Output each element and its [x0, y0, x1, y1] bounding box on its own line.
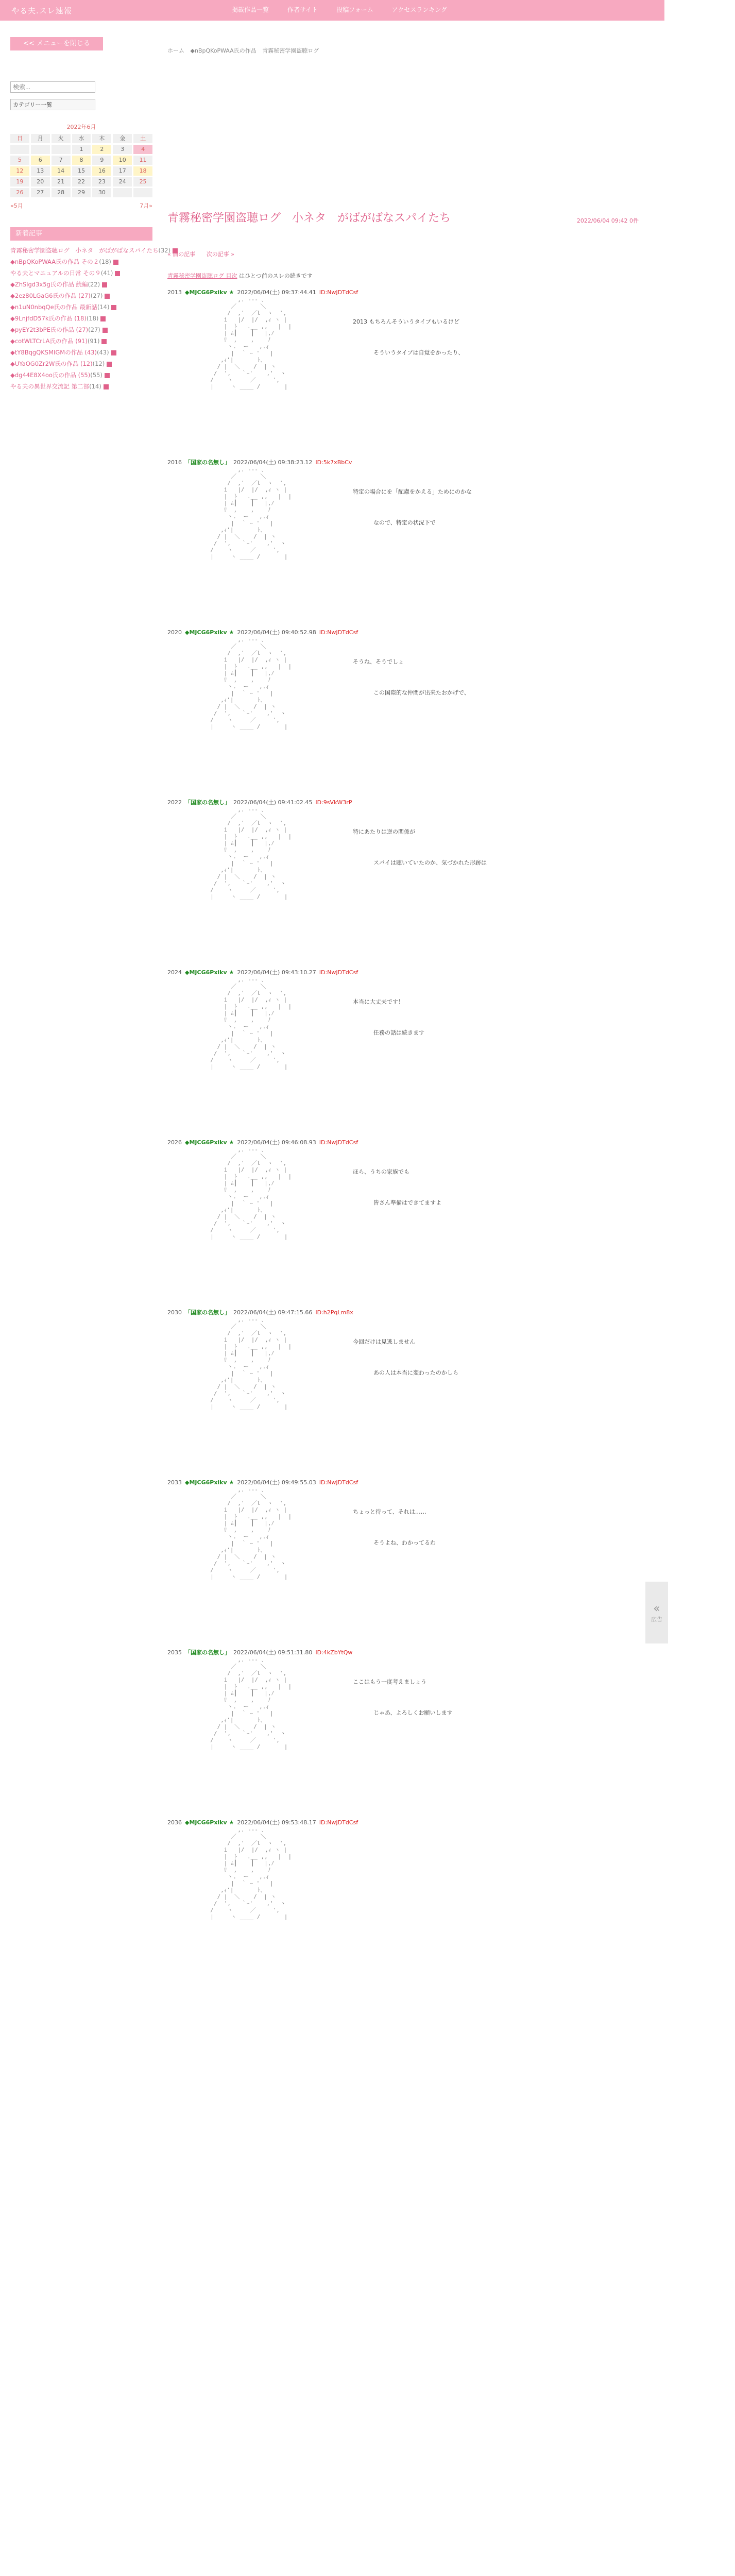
response-number: 2022 [167, 799, 182, 806]
calendar-next-link[interactable]: 7月» [140, 202, 152, 209]
recent-post-item[interactable] [10, 267, 152, 279]
calendar-day[interactable]: 14 [52, 166, 71, 176]
recent-post-count: (43) [97, 349, 109, 356]
response-name[interactable]: ◆MJCG6Pxikv ★ [185, 629, 234, 636]
response-block [167, 1818, 649, 1981]
recent-post-item[interactable] [10, 369, 152, 381]
response-name[interactable]: ◆MJCG6Pxikv ★ [185, 1819, 234, 1826]
breadcrumb-item[interactable]: ◆nBpQKoPWAA氏の作品 [190, 47, 257, 54]
response-date: 2022/06/04(土) 09:49:55.03 [237, 1479, 316, 1486]
calendar-weekday: 水 [72, 134, 91, 143]
dialogue-line: じゃあ、よろしくお願いします [373, 1709, 453, 1716]
response-id[interactable]: ID:5k7xBbCv [315, 459, 352, 466]
recent-post-count: (18) [99, 258, 111, 265]
ascii-art: ,. -‐- 、 ／ ＼ / ,' ／l ヽ ', i |/ |/ ,ｨ ヽ | | ﾄ .__ ,, | | | ﾑ┃ ┃ |,ﾉ ﾘ , , ﾉ ヽ. ー ,.ｨ | ｀ ｰ ' | ,ｨ'| ﾄ､ / | ＼ / | ヽ / ', ｀ｰ' ,' ヽ / ヽ ／ ', | ヽ ____ / | [210, 1826, 292, 1920]
calendar-day[interactable]: 25 [133, 177, 152, 187]
new-badge-icon [101, 339, 107, 344]
response-name[interactable]: ◆MJCG6Pxikv ★ [185, 289, 234, 296]
recent-post-label: やる夫の異世界交流記 第二部 [10, 383, 90, 390]
ascii-art-block [167, 806, 649, 961]
calendar-weekday: 火 [52, 134, 71, 143]
response-block [167, 458, 649, 621]
ascii-art: ,. -‐- 、 ／ ＼ / ,' ／l ヽ ', i |/ |/ ,ｨ ヽ | | ﾄ .__ ,, | | | ﾑ┃ ┃ |,ﾉ ﾘ , , ﾉ ヽ. ー ,.ｨ | ｀ ｰ ' | ,ｨ'| ﾄ､ / | ＼ / | ヽ / ', ｀ｰ' ,' ヽ / ヽ ／ ', | ヽ ____ / | [210, 976, 292, 1070]
response-number: 2020 [167, 629, 182, 636]
calendar-day[interactable]: 23 [92, 177, 111, 187]
response-number: 2030 [167, 1309, 182, 1316]
ascii-art: ,. -‐- 、 ／ ＼ / ,' ／l ヽ ', i |/ |/ ,ｨ ヽ | | ﾄ .__ ,, | | | ﾑ┃ ┃ |,ﾉ ﾘ , , ﾉ ヽ. ー ,.ｨ | ｀ ｰ ' | ,ｨ'| ﾄ､ / | ＼ / | ヽ / ', ｀ｰ' ,' ヽ / ヽ ／ ', | ヽ ____ / | [210, 466, 292, 560]
next-post-link[interactable]: 次の記事 » [206, 251, 234, 258]
response-header [167, 798, 649, 806]
response-header [167, 628, 649, 636]
calendar-day [133, 188, 152, 197]
response-id[interactable]: ID:NwJDTdCsf [319, 289, 358, 296]
ascii-art-block [167, 1486, 649, 1641]
dialogue-line: 本当に大丈夫です！ [353, 998, 404, 1005]
site-title[interactable]: やる夫.スレ速報 [11, 6, 72, 15]
post-date: 2022/06/04 09:42 [576, 217, 628, 224]
floating-side-tab[interactable] [645, 1582, 668, 1643]
recent-post-item[interactable] [10, 324, 152, 335]
response-number: 2016 [167, 459, 182, 466]
recent-post-item[interactable] [10, 347, 152, 358]
response-date: 2022/06/04(土) 09:40:52.98 [237, 629, 316, 636]
prev-post-link[interactable]: « 前の記事 [167, 251, 196, 258]
dialogue-line: 任務の話は続きます [373, 1029, 424, 1036]
dialogue-line: そうよね、わかってるわ [373, 1539, 436, 1546]
new-badge-icon [104, 384, 109, 389]
search-input[interactable] [10, 81, 95, 93]
calendar-day[interactable]: 4 [133, 145, 152, 154]
recent-post-item[interactable] [10, 313, 152, 324]
new-badge-icon [102, 328, 108, 333]
response-date: 2022/06/04(土) 09:41:02.45 [233, 799, 313, 806]
calendar-day[interactable]: 18 [133, 166, 152, 176]
recent-post-count: (91) [87, 337, 100, 345]
calendar-weekday: 木 [92, 134, 111, 143]
response-name[interactable]: ◆MJCG6Pxikv ★ [185, 1479, 234, 1486]
ascii-art: ,. -‐- 、 ／ ＼ / ,' ／l ヽ ', i |/ |/ ,ｨ ヽ | | ﾄ .__ ,, | | | ﾑ┃ ┃ |,ﾉ ﾘ , , ﾉ ヽ. ー ,.ｨ | ｀ ｰ ' | ,ｨ'| ﾄ､ / | ＼ / | ヽ / ', ｀ｰ' ,' ヽ / ヽ ／ ', | ヽ ____ / | [210, 636, 292, 730]
intro-text: はひとつ前のスレの続きです [239, 273, 313, 279]
response-id[interactable]: ID:h2PqLm8x [315, 1309, 353, 1316]
response-name[interactable]: ◆MJCG6Pxikv ★ [185, 969, 234, 976]
index-link[interactable]: 青霧秘密学園盗聴ログ 目次 [167, 273, 237, 279]
calendar-weekday: 土 [133, 134, 152, 143]
response-date: 2022/06/04(土) 09:47:15.66 [233, 1309, 313, 1316]
response-header [167, 288, 649, 296]
category-select[interactable]: カテゴリー一覧 [10, 99, 95, 110]
recent-post-label: ◆dg44E8X4oo氏の作品 (55) [10, 371, 91, 379]
calendar-grid [10, 134, 152, 197]
recent-post-item[interactable] [10, 358, 152, 369]
response-date: 2022/06/04(土) 09:46:08.93 [237, 1139, 316, 1146]
close-menu-button[interactable]: << メニューを閉じる [10, 37, 103, 50]
response-number: 2013 [167, 289, 182, 296]
calendar-day[interactable]: 9 [92, 156, 111, 165]
calendar-day[interactable]: 27 [31, 188, 50, 197]
response-id[interactable]: ID:9sVkW3rP [315, 799, 352, 806]
recent-posts-list [10, 245, 171, 392]
calendar-day[interactable]: 3 [113, 145, 132, 154]
recent-post-count: (55) [90, 371, 102, 379]
recent-post-label: ◆2ez80LGaG6氏の作品 (27) [10, 292, 91, 299]
recent-post-count: (27) [88, 326, 100, 333]
nav-item[interactable]: 掲載作品一覧 [232, 6, 269, 13]
calendar-nav [10, 201, 152, 210]
recent-post-count: (27) [90, 292, 103, 299]
dialogue-line: ちょっと待って、それは…… [353, 1509, 426, 1515]
response-block [167, 1308, 649, 1471]
response-number: 2033 [167, 1479, 182, 1486]
response-header [167, 1138, 649, 1146]
sidebar [10, 37, 171, 392]
nav-item[interactable]: 作者サイト [287, 6, 318, 13]
ascii-art-block [167, 976, 649, 1131]
response-date: 2022/06/04(土) 09:37:44.41 [237, 289, 316, 296]
response-id[interactable]: ID:NwJDTdCsf [319, 629, 358, 636]
main-content [167, 46, 649, 1981]
dialogue-line: ほら、うちの家族でも [353, 1168, 409, 1175]
recent-post-count: (14) [89, 383, 101, 390]
breadcrumb-item: 青霧秘密学園盗聴ログ [262, 47, 319, 54]
response-date: 2022/06/04(土) 09:38:23.12 [233, 459, 313, 466]
breadcrumb [167, 46, 649, 55]
response-block [167, 1478, 649, 1641]
calendar-day[interactable]: 29 [72, 188, 91, 197]
dialogue-line: 特定の場合にを「配慮をかえる」ためにのかな [353, 488, 472, 495]
response-block [167, 968, 649, 1131]
ascii-art: ,. -‐- 、 ／ ＼ / ,' ／l ヽ ', i |/ |/ ,ｨ ヽ | | ﾄ .__ ,, | | | ﾑ┃ ┃ |,ﾉ ﾘ , , ﾉ ヽ. ー ,.ｨ | ｀ ｰ ' | ,ｨ'| ﾄ､ / | ＼ / | ヽ / ', ｀ｰ' ,' ヽ / ヽ ／ ', | ヽ ____ / | [210, 1486, 292, 1580]
new-badge-icon [105, 294, 110, 299]
new-badge-icon [111, 350, 116, 355]
dialogue-line: スパイは聴いていたのか、気づかれた形跡は [373, 859, 487, 866]
pager [167, 250, 649, 258]
response-header [167, 1818, 649, 1826]
post-title[interactable]: 青霧秘密学園盗聴ログ 小ネタ がばがばなスパイたち [167, 212, 451, 225]
calendar-day[interactable]: 8 [72, 156, 91, 165]
nav-item[interactable]: アクセスランキング [391, 6, 447, 13]
post-meta [577, 216, 639, 225]
response-name[interactable]: 「国家の名無し」 [185, 1309, 230, 1316]
ascii-art: ,. -‐- 、 ／ ＼ / ,' ／l ヽ ', i |/ |/ ,ｨ ヽ | | ﾄ .__ ,, | | | ﾑ┃ ┃ |,ﾉ ﾘ , , ﾉ ヽ. ー ,.ｨ | ｀ ｰ ' | ,ｨ'| ﾄ､ / | ＼ / | ヽ / ', ｀ｰ' ,' ヽ / ヽ ／ ', | ヽ ____ / | [210, 1146, 292, 1240]
ascii-art-block [167, 1656, 649, 1811]
recent-post-item[interactable] [10, 245, 171, 256]
recent-post-item[interactable] [10, 279, 152, 290]
response-number: 2024 [167, 969, 182, 976]
ascii-art-block [167, 1146, 649, 1301]
calendar-weekday: 金 [113, 134, 132, 143]
response-block [167, 1648, 649, 1811]
calendar-day[interactable]: 17 [113, 166, 132, 176]
calendar-day [31, 145, 50, 154]
response-header [167, 968, 649, 976]
new-badge-icon [105, 373, 110, 378]
response-number: 2035 [167, 1649, 182, 1656]
recent-post-count: (22) [88, 281, 100, 288]
response-id[interactable]: ID:NwJDTdCsf [319, 1479, 358, 1486]
top-header-bar [0, 0, 664, 21]
calendar-day[interactable]: 26 [10, 188, 29, 197]
calendar-day[interactable]: 5 [10, 156, 29, 165]
response-date: 2022/06/04(土) 09:51:31.80 [233, 1649, 313, 1656]
response-header [167, 458, 649, 466]
response-block [167, 288, 649, 451]
calendar [10, 123, 152, 210]
dialogue-line: そういうタイプは自覚をかったり、 [373, 349, 464, 356]
top-nav [232, 5, 447, 14]
recent-post-label: ◆UYaOG0Zr2W氏の作品 (12) [10, 360, 93, 367]
calendar-day[interactable]: 19 [10, 177, 29, 187]
dialogue-line: ここはもう一度考えましょう [353, 1679, 426, 1685]
new-badge-icon [100, 316, 106, 321]
intro [167, 272, 649, 280]
dialogue-line: 2013 もちろんそういうタイプもいるけど [353, 318, 459, 325]
ascii-art-block [167, 466, 649, 621]
calendar-day [10, 145, 29, 154]
calendar-day[interactable]: 10 [113, 156, 132, 165]
calendar-weekday: 日 [10, 134, 29, 143]
calendar-day[interactable]: 11 [133, 156, 152, 165]
recent-post-label: 青霧秘密学園盗聴ログ 小ネタ がばがばなスパイたち [10, 247, 159, 254]
response-name[interactable]: ◆MJCG6Pxikv ★ [185, 1139, 234, 1146]
recent-post-count: (32) [158, 247, 171, 254]
collapse-icon[interactable]: « [653, 1602, 660, 1615]
calendar-day[interactable]: 16 [92, 166, 111, 176]
calendar-day[interactable]: 24 [113, 177, 132, 187]
response-header [167, 1478, 649, 1486]
recent-post-item[interactable] [10, 256, 152, 267]
recent-post-label: ◆ZhSlgd3x5g氏の作品 続編 [10, 281, 88, 288]
comment-count[interactable]: 0件 [629, 217, 639, 224]
recent-post-label: やる夫とマニュアルの日常 その９ [10, 269, 101, 277]
ascii-art: ,. -‐- 、 ／ ＼ / ,' ／l ヽ ', i |/ |/ ,ｨ ヽ | | ﾄ .__ ,, | | | ﾑ┃ ┃ |,ﾉ ﾘ , , ﾉ ヽ. ー ,.ｨ | ｀ ｰ ' | ,ｨ'| ﾄ､ / | ＼ / | ヽ / ', ｀ｰ' ,' ヽ / ヽ ／ ', | ヽ ____ / | [210, 1316, 292, 1410]
calendar-prev-link[interactable]: «5月 [10, 202, 23, 209]
calendar-day [113, 188, 132, 197]
response-number: 2036 [167, 1819, 182, 1826]
recent-post-item[interactable] [10, 335, 152, 347]
response-date: 2022/06/04(土) 09:53:48.17 [237, 1819, 316, 1826]
calendar-title: 2022年6月 [66, 124, 96, 130]
recent-post-label: ◆nBpQKoPWAA氏の作品 その２ [10, 258, 99, 265]
recent-post-label: ◆n1uN0nbqQe氏の作品 最新話 [10, 303, 97, 311]
response-header [167, 1648, 649, 1656]
dialogue-line: 特にあたりは逆の関係が [353, 828, 415, 835]
breadcrumb-item[interactable]: ホーム [167, 47, 184, 54]
calendar-weekday: 月 [31, 134, 50, 143]
recent-post-label: ◆tY8BqgQKSMIGMの作品 (43) [10, 349, 97, 356]
calendar-day[interactable]: 21 [52, 177, 71, 187]
response-number: 2026 [167, 1139, 182, 1146]
dialogue-line: 皆さん準備はできてますよ [373, 1199, 441, 1206]
calendar-day [52, 145, 71, 154]
dialogue-line: あの人は本当に変わったのかしら [373, 1369, 458, 1376]
dialogue-line: 今回だけは見逃しません [353, 1338, 415, 1345]
recent-post-label: ◆cotWLTCrLA氏の作品 (91) [10, 337, 88, 345]
response-header [167, 1308, 649, 1316]
calendar-day[interactable]: 22 [72, 177, 91, 187]
response-date: 2022/06/04(土) 09:43:10.27 [237, 969, 316, 976]
recent-post-count: (12) [92, 360, 105, 367]
new-badge-icon [113, 260, 118, 265]
response-name[interactable]: 「国家の名無し」 [185, 1649, 230, 1656]
response-block [167, 628, 649, 791]
ascii-art: ,. -‐- 、 ／ ＼ / ,' ／l ヽ ', i |/ |/ ,ｨ ヽ | | ﾄ .__ ,, | | | ﾑ┃ ┃ |,ﾉ ﾘ , , ﾉ ヽ. ー ,.ｨ | ｀ ｰ ' | ,ｨ'| ﾄ､ / | ＼ / | ヽ / ', ｀ｰ' ,' ヽ / ヽ ／ ', | ヽ ____ / | [210, 1656, 292, 1750]
recent-post-item[interactable] [10, 381, 152, 392]
recent-post-count: (18) [86, 315, 99, 322]
recent-post-item[interactable] [10, 301, 152, 313]
dialogue-line: そうね、そうでしょ [353, 658, 404, 665]
recent-post-item[interactable] [10, 290, 152, 301]
calendar-day[interactable]: 28 [52, 188, 71, 197]
thread [167, 288, 649, 1981]
calendar-day[interactable]: 30 [92, 188, 111, 197]
recent-post-label: ◆pyEY2t3bPE氏の作品 (27) [10, 326, 89, 333]
dialogue-line: なので、特定の状況下で [373, 519, 436, 526]
nav-item[interactable]: 投稿フォーム [336, 6, 373, 13]
ascii-art-block [167, 636, 649, 791]
ascii-art: ,. -‐- 、 ／ ＼ / ,' ／l ヽ ', i |/ |/ ,ｨ ヽ | | ﾄ .__ ,, | | | ﾑ┃ ┃ |,ﾉ ﾘ , , ﾉ ヽ. ー ,.ｨ | ｀ ｰ ' | ,ｨ'| ﾄ､ / | ＼ / | ヽ / ', ｀ｰ' ,' ヽ / ヽ ／ ', | ヽ ____ / | [210, 296, 292, 390]
response-id[interactable]: ID:NwJDTdCsf [319, 969, 358, 976]
new-badge-icon [111, 305, 116, 310]
calendar-day[interactable]: 15 [72, 166, 91, 176]
ascii-art-block [167, 1826, 649, 1981]
calendar-day[interactable]: 1 [72, 145, 91, 154]
ascii-art-block [167, 1316, 649, 1471]
recent-post-count: (14) [97, 303, 110, 311]
response-id[interactable]: ID:4kZbYtQw [315, 1649, 353, 1656]
recent-posts-title: 新着記事 [10, 227, 152, 241]
response-name[interactable]: 「国家の名無し」 [185, 799, 230, 806]
calendar-day[interactable]: 2 [92, 145, 111, 154]
response-id[interactable]: ID:NwJDTdCsf [319, 1819, 358, 1826]
ascii-art-block [167, 296, 649, 451]
response-block [167, 1138, 649, 1301]
calendar-day[interactable]: 6 [31, 156, 50, 165]
response-block [167, 798, 649, 961]
new-badge-icon [107, 362, 112, 367]
ad-label: 広告 [651, 1616, 662, 1623]
new-badge-icon [115, 271, 120, 276]
response-name[interactable]: 「国家の名無し」 [185, 459, 230, 466]
new-badge-icon [102, 282, 107, 287]
recent-post-label: ◆9LnjfdD57k氏の作品 (18) [10, 315, 87, 322]
calendar-day[interactable]: 13 [31, 166, 50, 176]
calendar-day[interactable]: 7 [52, 156, 71, 165]
ascii-art: ,. -‐- 、 ／ ＼ / ,' ／l ヽ ', i |/ |/ ,ｨ ヽ | | ﾄ .__ ,, | | | ﾑ┃ ┃ |,ﾉ ﾘ , , ﾉ ヽ. ー ,.ｨ | ｀ ｰ ' | ,ｨ'| ﾄ､ / | ＼ / | ヽ / ', ｀ｰ' ,' ヽ / ヽ ／ ', | ヽ ____ / | [210, 806, 292, 900]
calendar-day[interactable]: 20 [31, 177, 50, 187]
recent-post-count: (41) [100, 269, 113, 277]
dialogue-line: この国際的な仲間が出来たおかげで、 [373, 689, 470, 696]
calendar-day[interactable]: 12 [10, 166, 29, 176]
response-id[interactable]: ID:NwJDTdCsf [319, 1139, 358, 1146]
